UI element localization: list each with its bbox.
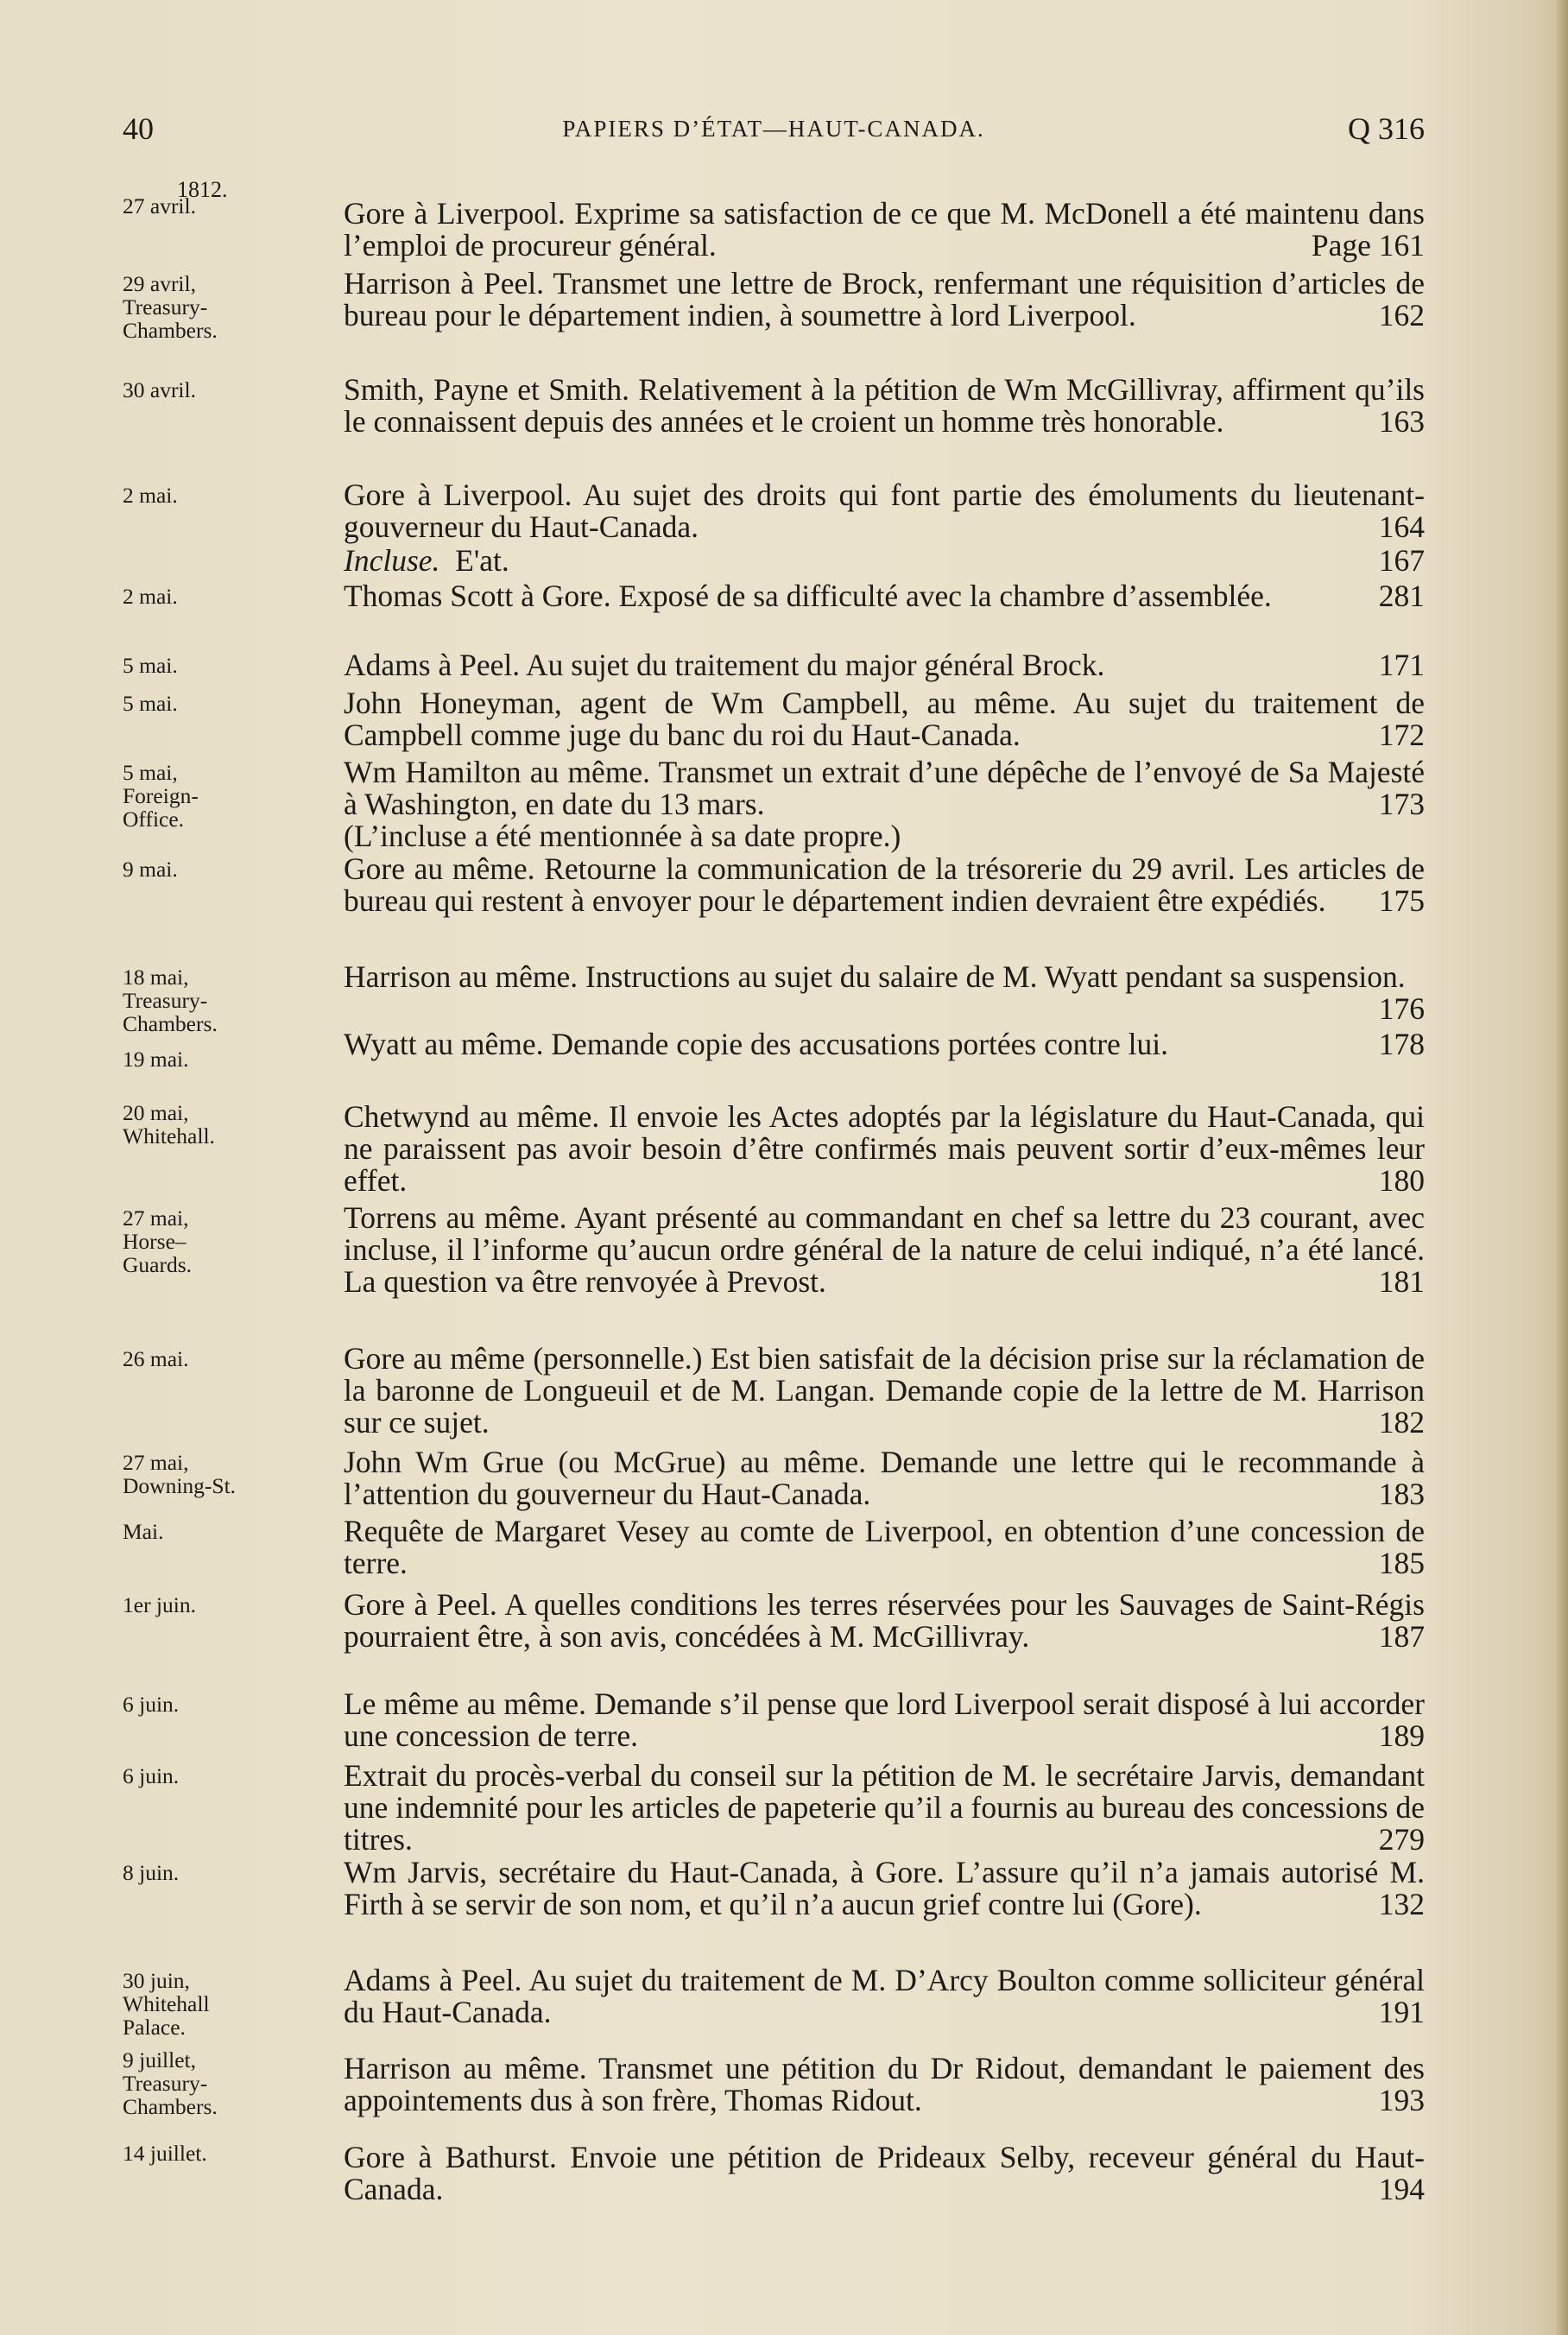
entry-page: 183 [1378, 1477, 1425, 1511]
entry-page: 167 [1378, 543, 1425, 578]
entry-text: Wm Hamilton au même. Transmet un extrait d’une dépêche de l’envoyé de Sa Majesté à Washington, en date du 13 mars. 173 [344, 755, 1425, 821]
entry-text: John Honeyman, agent de Wm Campbell, au même. Au sujet du traitement de Campbell comme juge du banc du roi du Haut-Canada. 172 [344, 686, 1425, 752]
entry-page: 191 [1378, 1995, 1425, 2029]
entry-text: Wyatt au même. Demande copie des accusations portées contre lui. 178 [344, 1027, 1425, 1061]
entry-text: Gore au même (personnelle.) Est bien satisfait de la décision prise sur la réclamation de la baronne de Longueuil et de M. Langan. Demande copie de la lettre de M. Harrison sur ce sujet. 182 [344, 1341, 1425, 1440]
entry-date: 2 mai. [123, 483, 178, 508]
entry-text: John Wm Grue (ou McGrue) au même. Demande une lettre qui le recommande à l’attention du gouverneur du Haut-Canada. 183 [344, 1445, 1425, 1511]
page-header [123, 111, 1425, 154]
entry-date: 5 mai. [123, 653, 178, 678]
entry-page: 194 [1378, 2172, 1425, 2206]
enclosure-text: E'at. [455, 543, 509, 578]
entry-date: 18 mai, Treasury- Chambers. [123, 965, 218, 1036]
entry-text: Harrison au même. Transmet une pétition du Dr Ridout, demandant le paiement des appointements dus à son frère, Thomas Ridout. 193 [344, 2051, 1425, 2117]
entry-text: Gore au même. Retourne la communication de la trésorerie du 29 avril. Les articles de bureau qui restent à envoyer pour le département indien devraient être expédiés. 175 [344, 851, 1425, 918]
entry-page: 193 [1378, 2083, 1425, 2117]
entry-page: 175 [1378, 883, 1425, 918]
page-number: 40 [123, 111, 154, 146]
entry-text: Smith, Payne et Smith. Relativement à la pétition de Wm McGillivray, affirment qu’ils le connaissent depuis des années et le croient un homme très honorable. 163 [344, 372, 1425, 439]
entry-date: 19 mai. [123, 1047, 189, 1072]
entry-text: Adams à Peel. Au sujet du traitement du major général Brock. 171 [344, 648, 1425, 682]
entry-page: 164 [1378, 509, 1425, 544]
entry-text: Gore à Peel. A quelles conditions les terres réservées pour les Sauvages de Saint-Régis pourraient être, à son avis, concédées à M. McGillivray. 187 [344, 1587, 1425, 1654]
entry-page: 189 [1378, 1718, 1425, 1753]
entry-page: 178 [1378, 1027, 1425, 1061]
entry-page: 163 [1378, 404, 1425, 439]
entry-text: Chetwynd au même. Il envoie les Actes adoptés par la législature du Haut-Canada, qui ne paraissent pas avoir besoin d’être confirmés mais peuvent sortir d’eux-mêmes leur effet. 180 [344, 1099, 1425, 1198]
entry-date: Mai. [123, 1519, 164, 1544]
entry-page: 176 [1378, 991, 1425, 1026]
entry-date: 5 mai, Foreign- Office. [123, 760, 199, 832]
page-edge [1556, 0, 1568, 2335]
entry-date: 27 mai, Horse– Guards. [123, 1205, 193, 1277]
entry-page: 132 [1378, 1887, 1425, 1921]
entry-text: Adams à Peel. Au sujet du traitement de M. D’Arcy Boulton comme solliciteur général du Haut-Canada. 191 [344, 1963, 1425, 2029]
entry-date: 6 juin. [123, 1692, 180, 1717]
entry-page: Page 161 [1311, 228, 1425, 263]
entry-date: 30 juin, Whitehall Palace. [123, 1968, 210, 2040]
entry-date: 5 mai. [123, 691, 178, 716]
entry-page: 279 [1378, 1822, 1425, 1857]
enclosure-line [344, 545, 1425, 577]
entry-page: 162 [1378, 298, 1425, 332]
entry-text: Harrison à Peel. Transmet une lettre de Brock, renfermant une réquisition d’articles de bureau pour le département indien, à soumettre à lord Liverpool. 162 [344, 266, 1425, 332]
entry-date: 26 mai. [123, 1346, 189, 1371]
entry-note: (L’incluse a été mentionnée à sa date propre.) [344, 819, 901, 853]
entry-date: 29 avril, Treasury- Chambers. [123, 271, 218, 343]
year-label: 1812. [177, 177, 228, 202]
entry-date: 27 avril. [123, 193, 196, 218]
entry-date: 6 juin. [123, 1763, 180, 1788]
entry-page: 181 [1378, 1264, 1425, 1299]
entry-page: 281 [1378, 579, 1425, 613]
entry-text: Extrait du procès-verbal du conseil sur la pétition de M. le secrétaire Jarvis, demandant une indemnité pour les articles de papeterie qu’il a fournis au bureau des concessions de titres. 279 [344, 1758, 1425, 1857]
entry-page: 187 [1378, 1619, 1425, 1654]
entry-text: Gore à Liverpool. Au sujet des droits qui font partie des émoluments du lieutenant-gouverneur du Haut-Canada. 164 [344, 478, 1425, 544]
running-title: PAPIERS D’ÉTAT—HAUT-CANADA. [562, 116, 985, 142]
entry-page: 171 [1378, 648, 1425, 682]
entry-page: 182 [1378, 1405, 1425, 1440]
entry-date: 20 mai, Whitehall. [123, 1100, 215, 1149]
entry-date: 9 mai. [123, 857, 178, 882]
series-code: Q 316 [1348, 111, 1425, 146]
entry-text: Thomas Scott à Gore. Exposé de sa difficulté avec la chambre d’assemblée. 281 [344, 579, 1425, 613]
entry-page: 185 [1378, 1546, 1425, 1580]
entry-date: 30 avril. [123, 377, 196, 402]
entry-date: 14 juillet. [123, 2141, 207, 2166]
entry-text: Gore à Liverpool. Exprime sa satisfaction de ce que M. McDonell a été maintenu dans l’emploi de procureur général. Page 161 [344, 196, 1425, 263]
entry-page: 172 [1378, 718, 1425, 752]
entry-text: Le même au même. Demande s’il pense que lord Liverpool serait disposé à lui accorder une concession de terre. 189 [344, 1686, 1425, 1753]
entry-text: Harrison au même. Instructions au sujet du salaire de M. Wyatt pendant sa suspension. 176 [344, 959, 1425, 1026]
entry-page: 173 [1378, 787, 1425, 821]
entry-text: Wm Jarvis, secrétaire du Haut-Canada, à Gore. L’assure qu’il n’a jamais autorisé M. Firth à se servir de son nom, et qu’il n’a aucun grief contre lui (Gore). 132 [344, 1855, 1425, 1921]
entry-date: 2 mai. [123, 584, 178, 609]
entry-text: Gore à Bathurst. Envoie une pétition de Prideaux Selby, receveur général du Haut-Canada. 194 [344, 2140, 1425, 2206]
entry-date: 27 mai, Downing-St. [123, 1450, 237, 1498]
entry-date: 8 juin. [123, 1860, 180, 1885]
entry-date: 1er juin. [123, 1592, 196, 1617]
entry-text: Requête de Margaret Vesey au comte de Liverpool, en obtention d’une concession de terre. 185 [344, 1514, 1425, 1580]
entry-page: 180 [1378, 1163, 1425, 1198]
enclosure-label: Incluse. [344, 543, 440, 578]
entry-date: 9 juillet, Treasury- Chambers. [123, 2047, 218, 2119]
entry-text: Torrens au même. Ayant présenté au commandant en chef sa lettre du 23 courant, avec incluse, il l’informe qu’aucun ordre général de la nature de celui indiqué, n’a été lancé. La question va être renvoyée à Prevost. 181 [344, 1200, 1425, 1299]
